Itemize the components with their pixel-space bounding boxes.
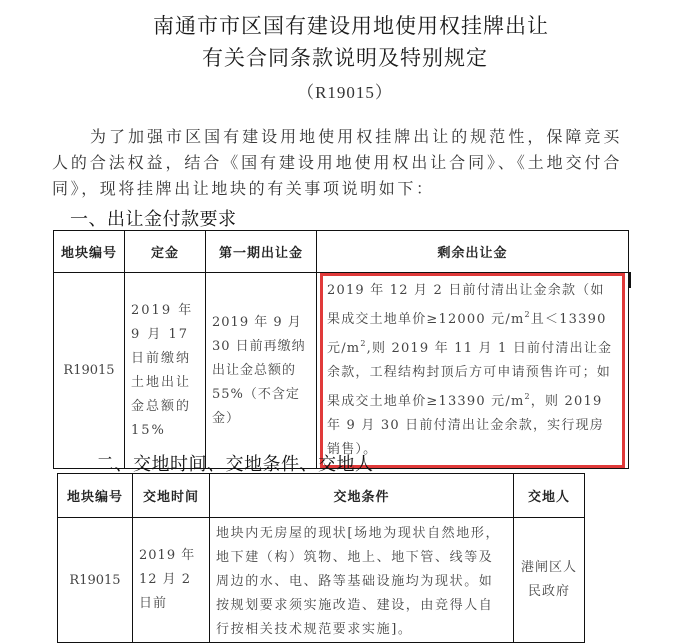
col-deposit: 定金 xyxy=(125,231,206,273)
col-handover-party: 交地人 xyxy=(514,474,585,518)
col-remaining: 剩余出让金 xyxy=(317,231,629,273)
intro-paragraph: 为了加强市区国有建设用地使用权挂牌出让的规范性，保障竞买人的合法权益，结合《国有建设用地使用权出让合同》、《土地交付合同》，现将挂牌出让地块的有关事项说明如下： xyxy=(52,127,622,198)
payment-table xyxy=(53,230,629,469)
remaining-text-3: ,则 2019 年 11 月 1 日前付清出让金余款，工程结构封顶后方可申请预售许可；如果成交土地单价≥13390 元/m xyxy=(327,341,613,409)
superscript: 2 xyxy=(360,339,367,348)
remaining-text-1: 2019 年 12 月 2 日前付清出让金余款（如果成交土地单价≥12000 元/m xyxy=(327,283,605,327)
handover-table xyxy=(57,473,585,643)
cell-conditions: 地块内无房屋的现状[场地为现状自然地形，地下建（构）筑物、地上、地下管、线等及周边的水、电、路等基础设施均为现状。如按规划要求须实施改造、建设，由竞得人自行按相关技术规范要求实施]。 xyxy=(210,518,514,643)
superscript: 2 xyxy=(524,310,531,319)
document-title-line1: 南通市市区国有建设用地使用权挂牌出让 xyxy=(153,14,549,38)
remaining-text-2: 且＜13390 元/m xyxy=(327,312,607,356)
col-parcel: 地块编号 xyxy=(58,474,133,518)
col-parcel: 地块编号 xyxy=(54,231,125,273)
cell-parcel: R19015 xyxy=(58,518,133,643)
table-header-row xyxy=(54,231,629,273)
remaining-text-4: ，则 2019 年 9 月 30 日前付清出让金余款，实行现房销售）。 xyxy=(327,394,604,457)
col-handover-time: 交地时间 xyxy=(133,474,210,518)
highlighted-remaining-terms xyxy=(320,273,625,468)
cell-first-payment: 2019 年 9 月 30 日前再缴纳出让金总额的 55%（不含定金） xyxy=(206,273,317,469)
col-first-payment: 第一期出让金 xyxy=(206,231,317,273)
cell-handover-time: 2019 年 12 月 2 日前 xyxy=(133,518,210,643)
text-cursor xyxy=(629,272,631,288)
col-conditions: 交地条件 xyxy=(210,474,514,518)
table-header-row xyxy=(58,474,585,518)
cell-deposit: 2019 年 9 月 17 日前缴纳土地出让金总额的 15% xyxy=(125,273,206,469)
table-row xyxy=(54,273,629,469)
cell-remaining xyxy=(317,273,629,469)
section2-heading: 二、交地时间、交地条件、交地人 xyxy=(96,454,374,475)
document-title-line2: 有关合同条款说明及特别规定 xyxy=(202,46,488,70)
parcel-code: （R19015） xyxy=(297,83,393,102)
cell-handover-party: 港闸区人民政府 xyxy=(514,518,585,643)
superscript: 2 xyxy=(524,392,531,401)
cell-parcel: R19015 xyxy=(54,273,125,469)
section1-heading: 一、出让金付款要求 xyxy=(70,209,237,230)
table-row xyxy=(58,518,585,643)
